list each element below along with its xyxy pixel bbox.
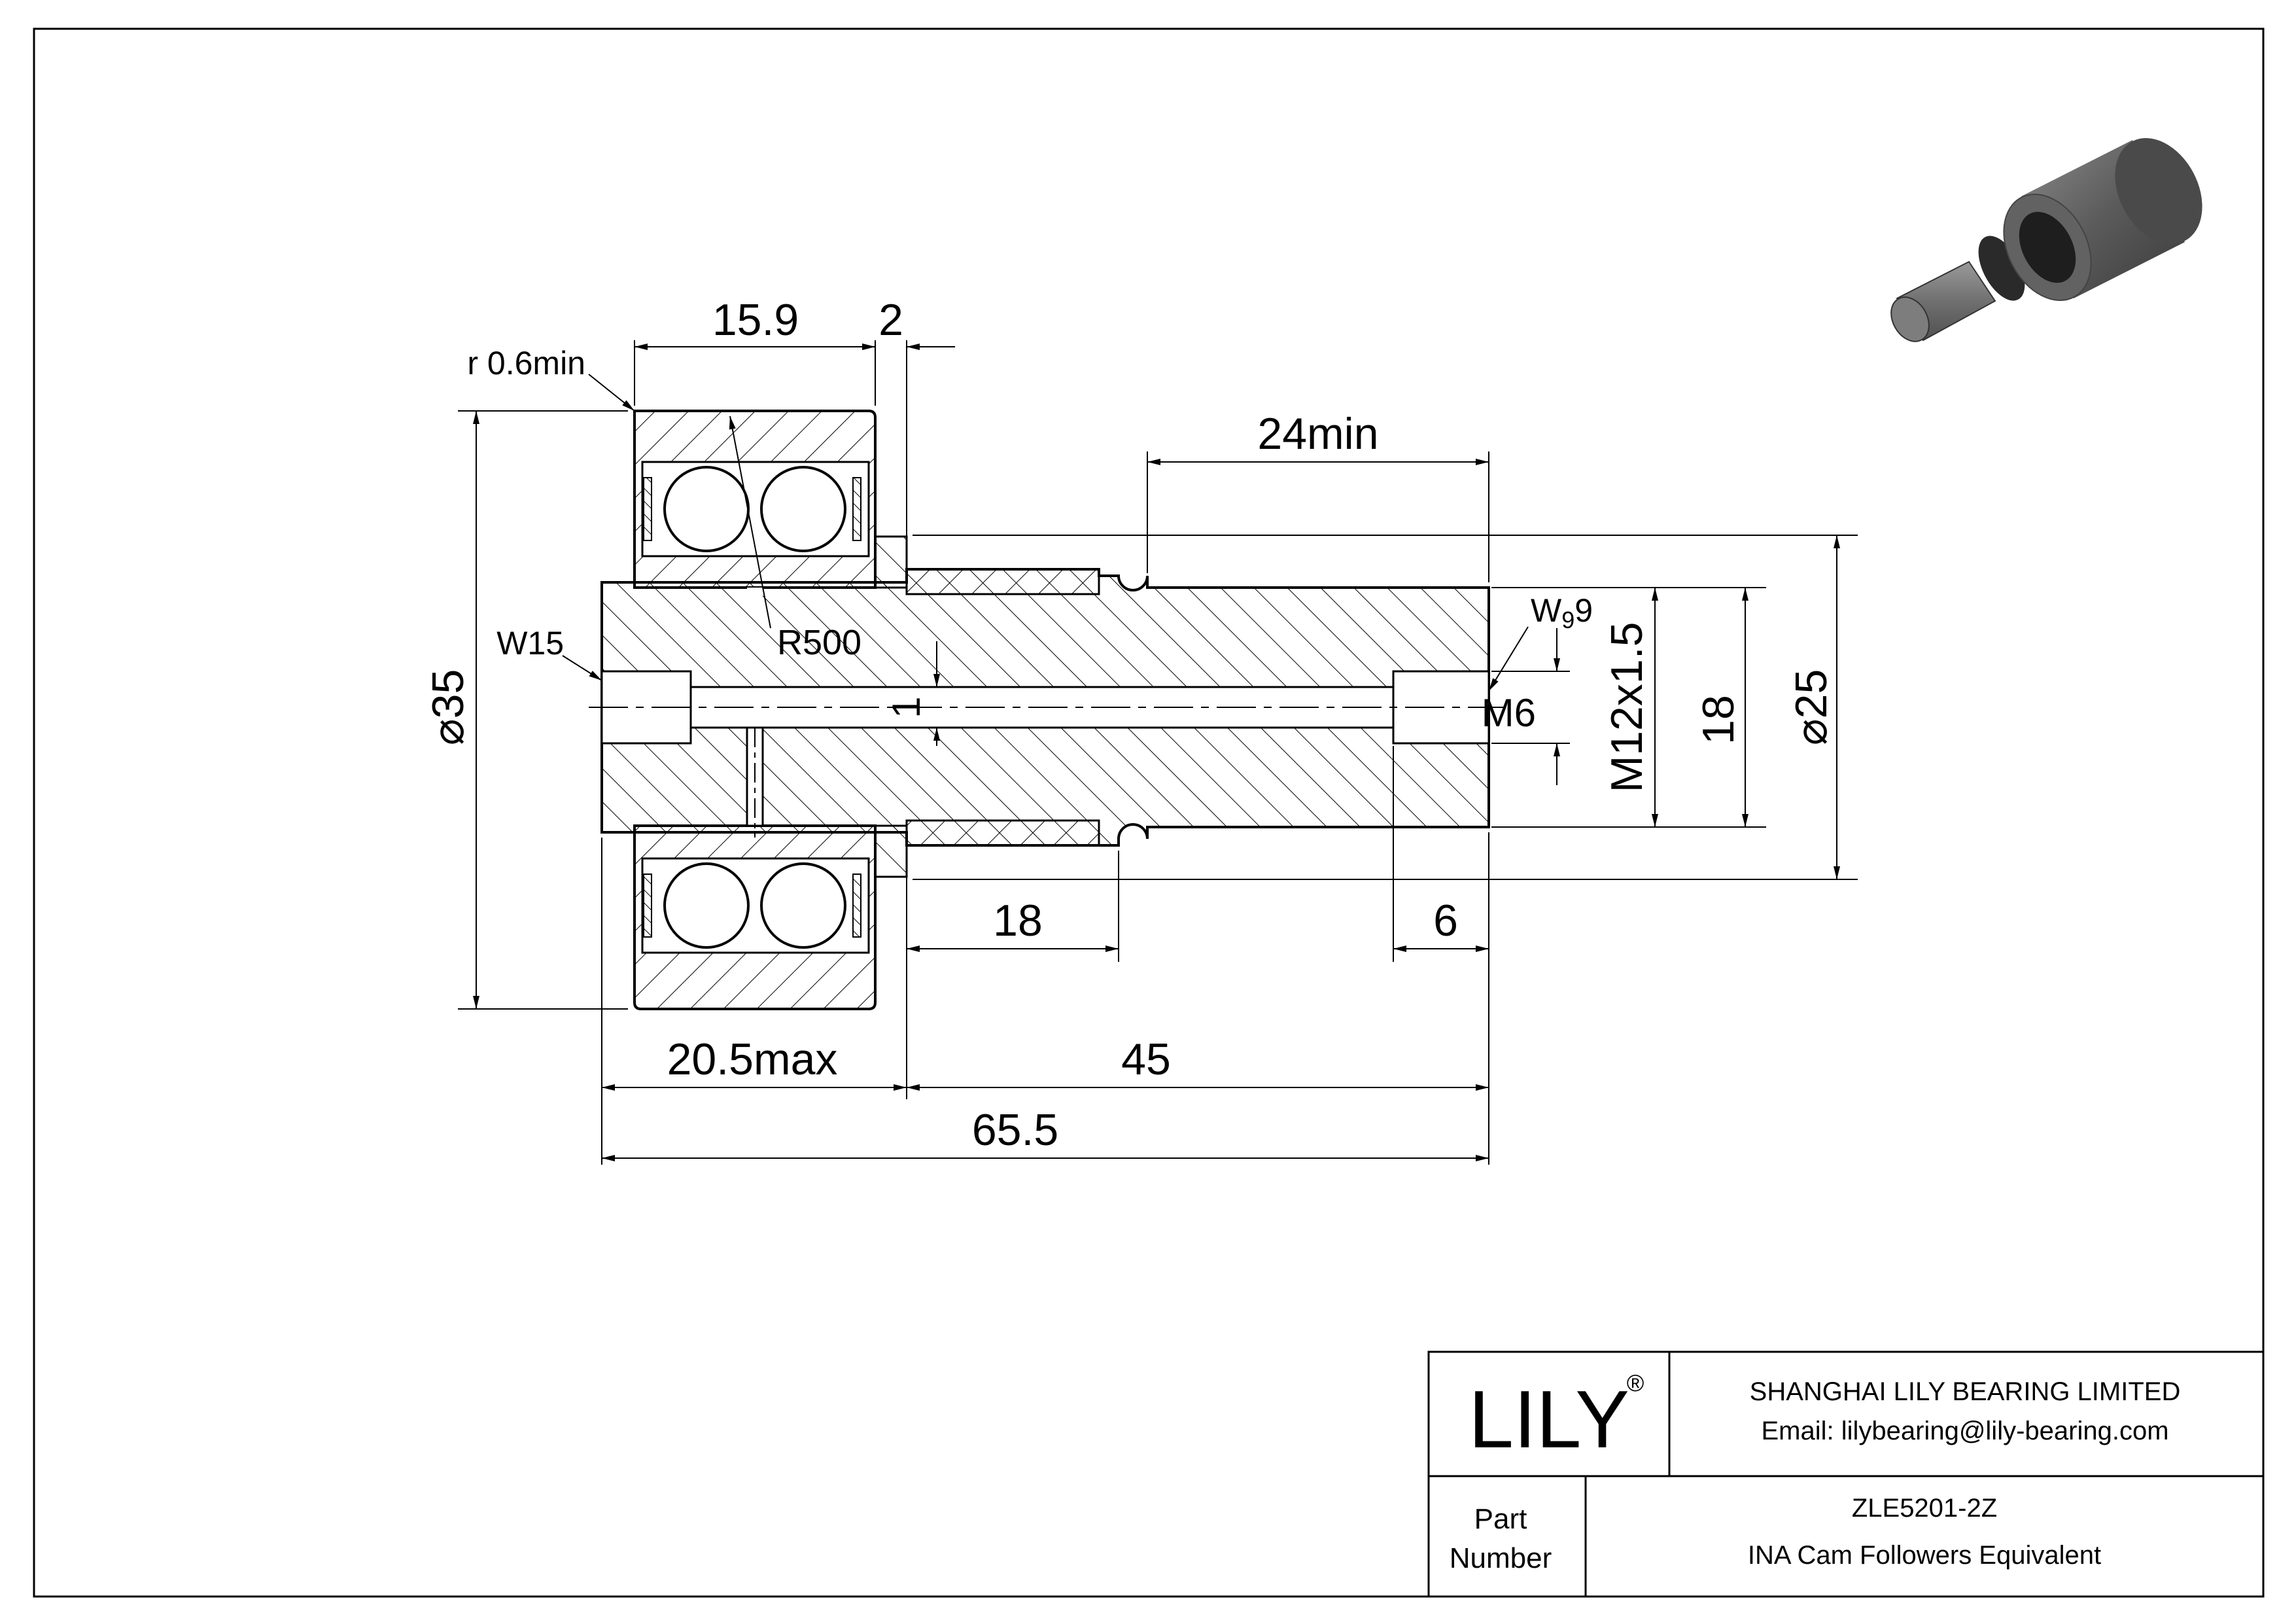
dim-r500: R500 [777,623,862,662]
company-logo: LILY [1469,1375,1629,1465]
cam-follower-section [589,411,1505,1009]
dim-65-5: 65.5 [971,1105,1059,1155]
dim-18-horizontal: 18 [993,896,1043,945]
part-description: INA Cam Followers Equivalent [1747,1541,2102,1570]
dim-w9-num: 9 [1574,592,1593,629]
dia-value-25: 25 [1786,669,1836,719]
dim-6: 6 [1433,896,1458,945]
company-email: Email: lilybearing@lily-bearing.com [1761,1417,2169,1445]
dim-1: 1 [884,696,928,718]
dim-w9 [1531,592,1593,633]
thrust-washer-top [875,537,907,588]
dim-w15: W15 [496,625,564,662]
title-block-text [1450,1369,2181,1574]
svg-text:⌀35 [423,669,473,746]
dim-dia-25 [1786,669,1836,746]
seal-bottom-right [853,874,861,937]
ball-bottom-right [761,864,845,947]
dim-m12x1-5: M12x1.5 [1602,622,1652,793]
dia-symbol-35: ⌀ [423,718,473,746]
dim-20-5max: 20.5max [667,1034,838,1084]
dim-15-9: 15.9 [712,295,799,345]
dia-value-35: 35 [423,669,473,719]
dim-m6: M6 [1481,691,1536,735]
collar-top [907,569,1099,594]
collar-bottom [907,821,1099,845]
ball-top-right [761,467,845,551]
company-name: SHANGHAI LILY BEARING LIMITED [1749,1377,2181,1406]
dim-45: 45 [1121,1034,1171,1084]
ball-bottom-left [665,864,748,947]
ball-top-left [665,467,748,551]
dim-w9-sub: 9 [1561,607,1575,633]
part-label-line2: Number [1449,1542,1552,1574]
cam-follower-render [1883,123,2219,348]
dim-dia-35 [423,669,473,746]
part-label-line1: Part [1474,1503,1527,1535]
svg-text:⌀25 [1786,669,1836,746]
seal-bottom-left [644,874,652,937]
dim-24min: 24min [1257,409,1379,459]
radial-lube-hole-top [747,588,763,601]
dim-w9-letter: W [1531,592,1562,629]
registered-mark: ® [1626,1369,1644,1396]
dim-2: 2 [878,295,903,345]
part-number: ZLE5201-2Z [1851,1494,1998,1523]
dim-18-vertical: 18 [1694,695,1743,745]
dim-r-0-6min: r 0.6min [467,345,585,381]
seal-top-right [853,478,861,540]
seal-top-left [644,478,652,540]
dia-symbol-25: ⌀ [1786,718,1836,746]
